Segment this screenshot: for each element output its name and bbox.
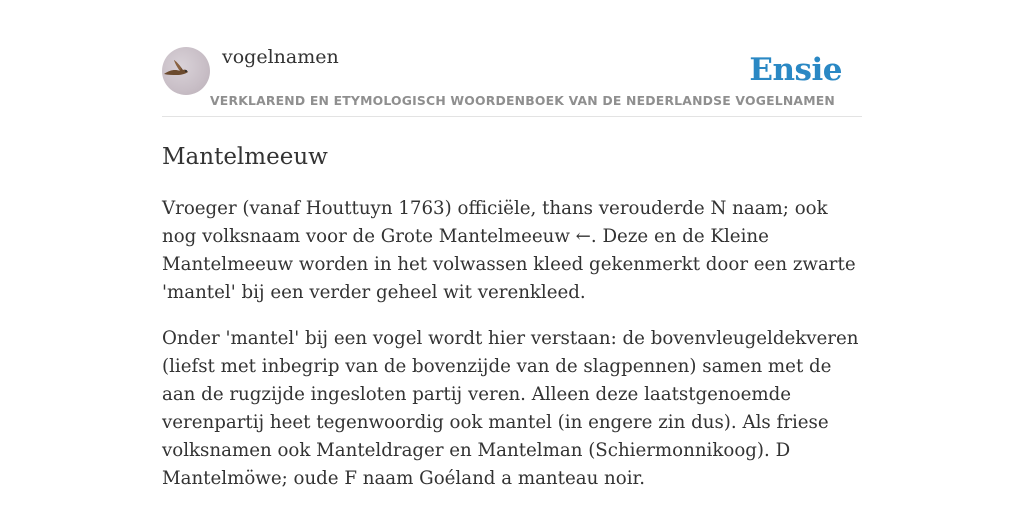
- entry-paragraph-2: Onder 'mantel' bij een vogel wordt hier verstaan: de bovenvleugeldekveren (liefst met inbegrip van de bovenzijde van de slagpennen) samen met de aan de rugzijde ingesloten partij veren. Alleen deze laatstgenoemde verenpartij heet tegenwoordig ook mantel (in engere zin dus). Als friese volksnamen ook Manteldrager en Mantelman (Schiermonnikoog). D Mantelmöwe; oude F naam Goéland a manteau noir.: [162, 328, 859, 489]
- entry-paragraph-1: Vroeger (vanaf Houttuyn 1763) officiële, thans verouderde N naam; ook nog volksnaam voor de Grote Mantelmeeuw ←. Deze en de Kleine Mantelmeeuw worden in het volwassen kleed gekenmerkt door een zwarte 'mantel' bij een verder geheel wit verenkleed.: [162, 198, 856, 303]
- entry-page: [162, 0, 862, 493]
- dictionary-subtitle: VERKLAREND EN ETYMOLOGISCH WOORDENBOEK VAN DE NEDERLANDSE VOGELNAMEN: [210, 93, 835, 108]
- header: [162, 0, 862, 117]
- bird-photo-icon[interactable]: [162, 47, 210, 95]
- brand-logo-link[interactable]: Ensie: [749, 52, 842, 88]
- dictionary-name-link[interactable]: vogelnamen: [222, 46, 339, 68]
- entry-title: Mantelmeeuw: [162, 144, 328, 170]
- bird-silhouette-icon: [162, 47, 210, 95]
